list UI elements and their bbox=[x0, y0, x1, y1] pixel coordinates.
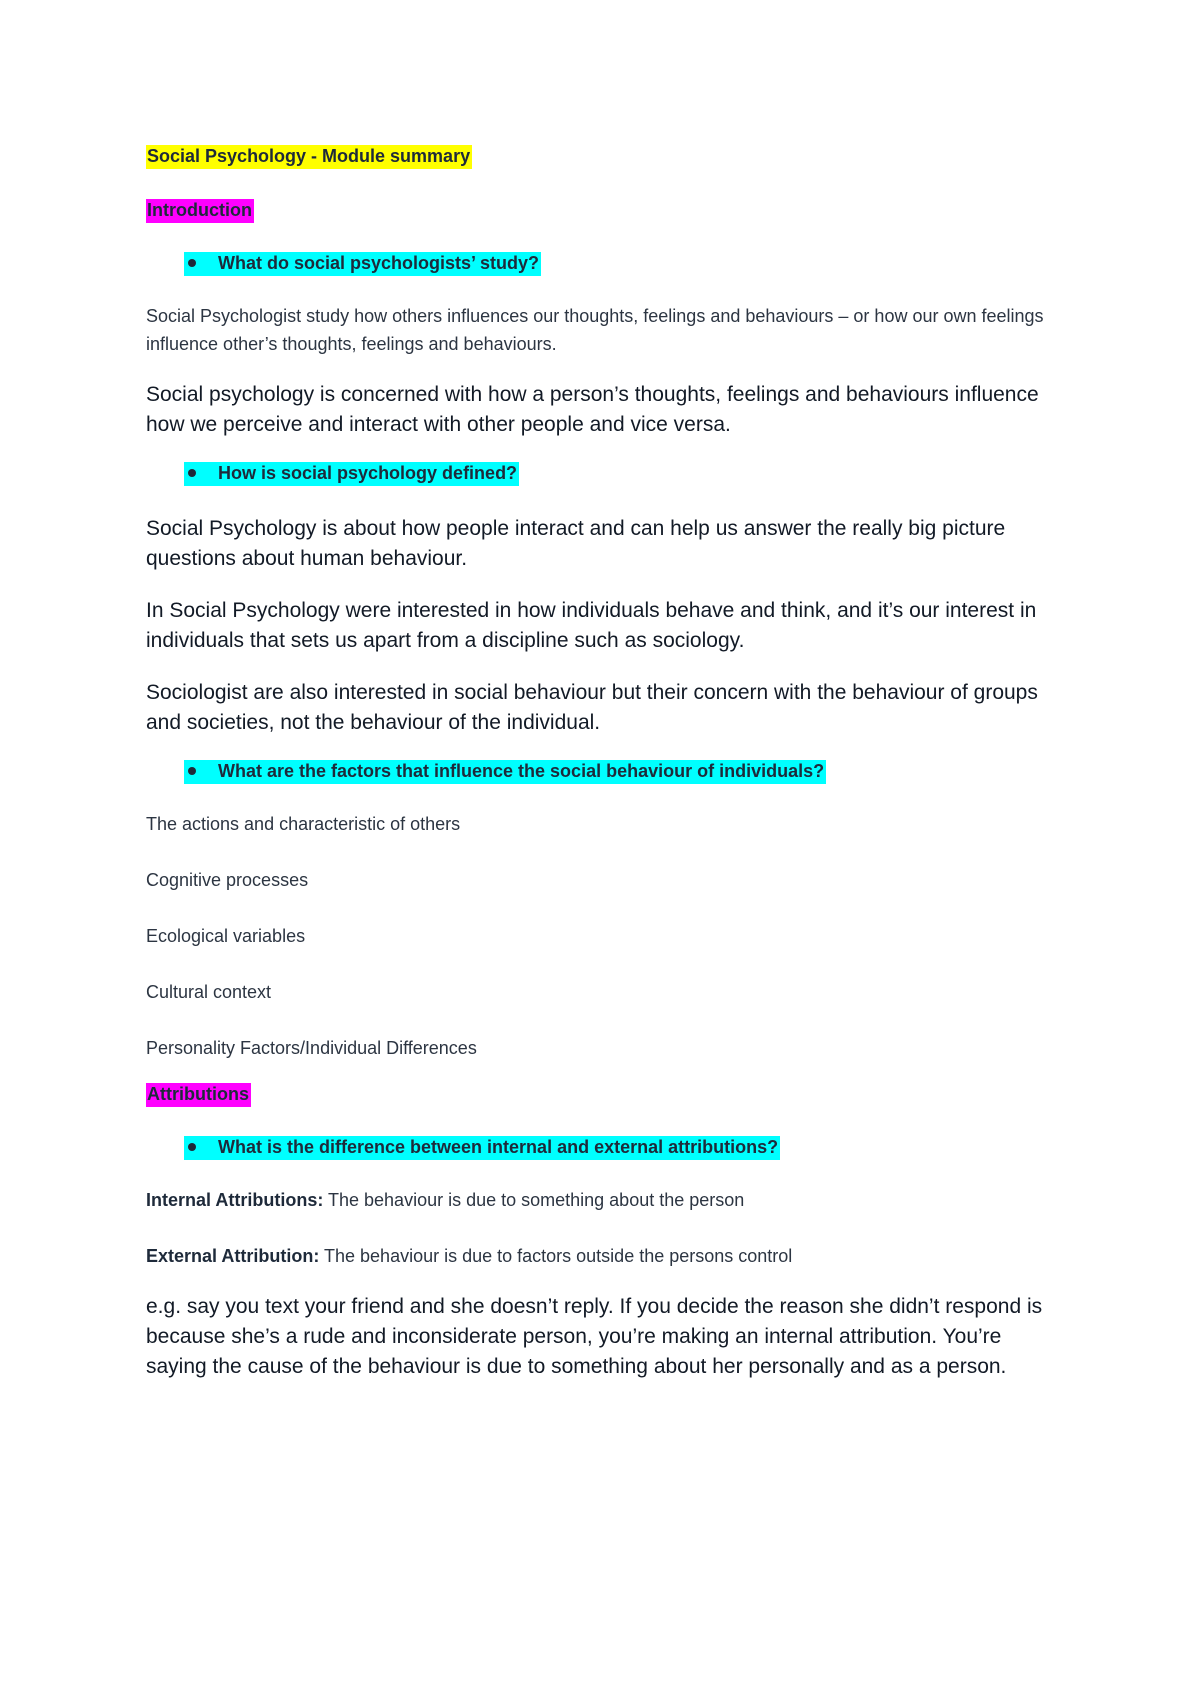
document-page bbox=[146, 146, 1066, 1382]
section-heading-introduction bbox=[146, 200, 1066, 222]
question-bullet bbox=[146, 1136, 1066, 1160]
question-text: What are the factors that influence the social behaviour of individuals? bbox=[184, 760, 826, 784]
title-text: Social Psychology - Module summary bbox=[146, 145, 472, 169]
definition-label: Internal Attributions: bbox=[146, 1190, 324, 1210]
paragraph: Social psychology is concerned with how a person’s thoughts, feelings and behaviours influence how we perceive and interact with other people and vice versa. bbox=[146, 383, 1039, 436]
question-text: How is social psychology defined? bbox=[184, 462, 519, 486]
example-paragraph: e.g. say you text your friend and she doesn’t reply. If you decide the reason she didn’t respond is because she’s a rude and inconsiderate person, you’re making an internal attribution. You’re saying the cause of the behaviour is due to something about her personally and as a person. bbox=[146, 1295, 1043, 1378]
heading-text: Attributions bbox=[146, 1083, 251, 1107]
paragraph: Social Psychologist study how others influences our thoughts, feelings and behaviours – or how our own feelings influence other’s thoughts, feelings and behaviours. bbox=[146, 306, 1044, 354]
paragraph: Sociologist are also interested in social behaviour but their concern with the behaviour of groups and societies, not the behaviour of the individual. bbox=[146, 681, 1038, 734]
definition-label: External Attribution: bbox=[146, 1246, 320, 1266]
bullet-icon bbox=[188, 259, 196, 267]
bullet-icon bbox=[188, 469, 196, 477]
section-heading-attributions bbox=[146, 1084, 1066, 1106]
definition-text: The behaviour is due to factors outside the persons control bbox=[319, 1246, 793, 1266]
question-bullet bbox=[146, 760, 1066, 784]
list-item: Cultural context bbox=[146, 982, 272, 1002]
external-attribution-definition bbox=[146, 1242, 1066, 1270]
bullet-icon bbox=[188, 1143, 196, 1151]
question-bullet bbox=[146, 252, 1066, 276]
bullet-icon bbox=[188, 767, 196, 775]
list-item: Ecological variables bbox=[146, 926, 306, 946]
paragraph: Social Psychology is about how people interact and can help us answer the really big picture questions about human behaviour. bbox=[146, 517, 1006, 570]
factor-list bbox=[146, 810, 1066, 1062]
document-title bbox=[146, 146, 1066, 168]
list-item: Personality Factors/Individual Differences bbox=[146, 1038, 477, 1058]
list-item: Cognitive processes bbox=[146, 870, 309, 890]
internal-attribution-definition bbox=[146, 1186, 1066, 1214]
heading-text: Introduction bbox=[146, 199, 254, 223]
paragraph: In Social Psychology were interested in how individuals behave and think, and it’s our interest in individuals that sets us apart from a discipline such as sociology. bbox=[146, 599, 1037, 652]
question-bullet bbox=[146, 462, 1066, 486]
list-item: The actions and characteristic of others bbox=[146, 814, 461, 834]
question-text: What do social psychologists’ study? bbox=[184, 252, 541, 276]
definition-text: The behaviour is due to something about the person bbox=[323, 1190, 745, 1210]
question-text: What is the difference between internal and external attributions? bbox=[184, 1136, 780, 1160]
